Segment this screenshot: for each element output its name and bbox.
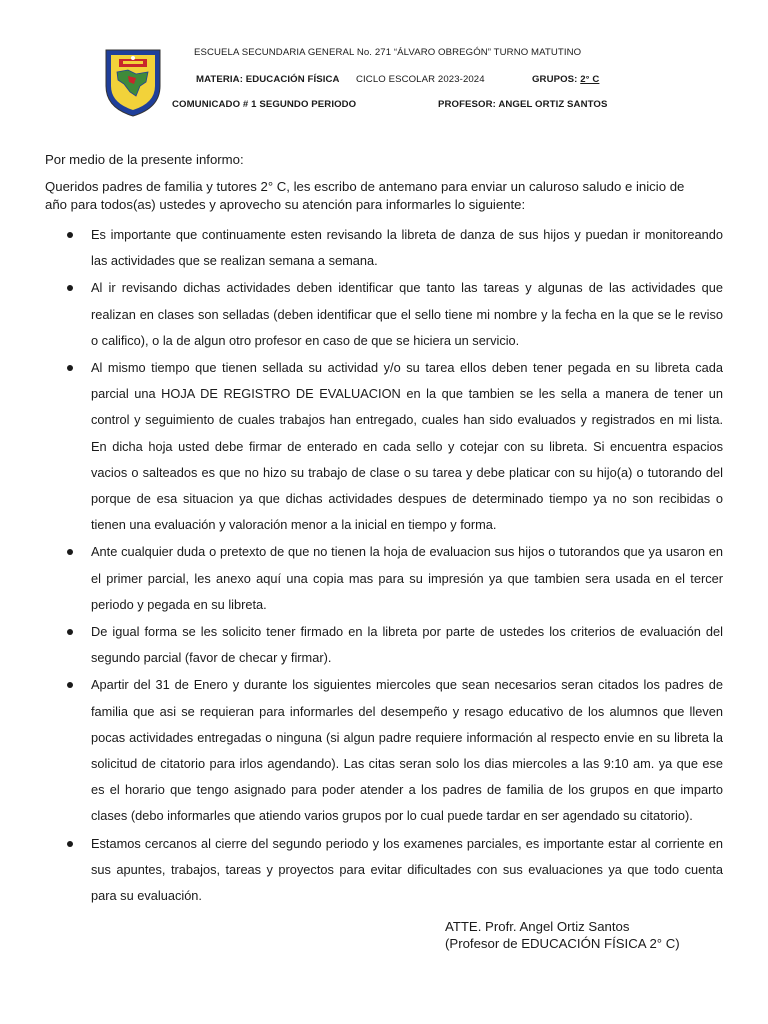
list-item [45,222,723,274]
notice-title: COMUNICADO # 1 SEGUNDO PERIODO [172,99,357,110]
bullet-icon [67,841,73,847]
group-label [532,74,599,85]
list-item-text: Al ir revisando dichas actividades deben identificar que tanto las tareas y algunas de las actividades que realizan en clases son selladas (deben identificar que el sello tiene mi nombre y la fecha en la que se le reviso o califico), o la de algun otro profesor en caso de que se hiciera un servicio. [91,280,723,348]
list-item-text: De igual forma se les solicito tener firmado en la libreta por parte de ustedes los criterios de evaluación del segundo parcial (favor de checar y firmar). [91,624,723,666]
group-value: 2° C [580,74,600,85]
school-name: ESCUELA SECUNDARIA GENERAL No. 271 “ÁLVARO OBREGÓN” TURNO MATUTINO [194,47,582,58]
school-seal-icon [102,46,164,118]
list-item-text: Estamos cercanos al cierre del segundo periodo y los examenes parciales, es importante estar al corriente en sus apuntes, trabajos, tareas y proyectos para evitar dificultades con sus evaluaciones ya que todo cuenta para su evaluación. [91,835,723,904]
list-item [45,355,723,538]
greeting-paragraph: Queridos padres de familia y tutores 2° C, les escribo de antemano para enviar un caluroso saludo e inicio de año para todos(as) ustedes y aprovecho su atención para informarles lo siguiente: [45,179,685,212]
list-item [45,672,723,829]
subject-label: MATERIA: EDUCACIÓN FÍSICA [196,74,340,85]
signature-line-1: ATTE. Profr. Angel Ortiz Santos [445,919,630,934]
school-year: CICLO ESCOLAR 2023-2024 [356,74,485,85]
bullet-icon [67,629,73,635]
list-item [45,539,723,618]
bullet-icon [67,682,73,688]
bullet-icon [67,549,73,555]
teacher-name: PROFESOR: ANGEL ORTIZ SANTOS [438,99,608,110]
bullet-list [45,222,723,910]
signature-line-2: (Profesor de EDUCACIÓN FÍSICA 2° C) [445,936,680,951]
list-item [45,831,723,910]
list-item-text: Al mismo tiempo que tienen sellada su actividad y/o su tarea ellos deben tener pegada en su libreta cada parcial una HOJA DE REGISTRO DE EVALUACION en la que tambien se les sella a manera de tener un control y seguimiento de cuales trabajos han entregado, cuales han sido evaluados y registrados en mi lista. En dicha hoja usted debe firmar de enterado en cada sello y cotejar con su libreta. Si encuentra espacios vacios o salteados es que no hizo su trabajo de clase o su tarea y debe platicar con su hijo(a) o tutorando del porque de esa situacion ya que dichas actividades despues de determinado tiempo ya no son recibidas o tienen una evaluación y valoración menor a la inicial en tiempo y forma. [91,360,723,533]
list-item-text: Apartir del 31 de Enero y durante los siguientes miercoles que sean necesarios seran citados los padres de familia que asi se requieran para informarles del desempeño y resago educativo de los alumnos que lleven pocas actividades entregadas o ninguna (si algun padre requiere información al respecto envie en su libreta la solicitud de citatorio para irlos agendando). Las citas seran solo los dias miercoles a las 9:10 am. ya que ese es el horario que tengo asignado para poder atender a los padres de familia de los grupos en que imparto clases (debo informarles que atiendo varios grupos por lo cual puede tardar en ser agendado su citatorio). [91,677,723,824]
bullet-icon [67,232,73,238]
bullet-icon [67,365,73,371]
list-item [45,619,723,671]
group-label-text: GRUPOS: [532,74,581,85]
bullet-icon [67,285,73,291]
list-item-text: Es importante que continuamente esten revisando la libreta de danza de sus hijos y puedan ir monitoreando las actividades que se realizan semana a semana. [91,227,723,269]
list-item-text: Ante cualquier duda o pretexto de que no tienen la hoja de evaluacion sus hijos o tutorandos que ya usaron en el primer parcial, les anexo aquí una copia mas para su impresión ya que tambien sera usada en el tercer periodo y pegada en su libreta. [91,544,723,612]
signature-block [445,918,680,952]
list-item [45,275,723,354]
intro-line: Por medio de la presente informo: [45,152,244,167]
